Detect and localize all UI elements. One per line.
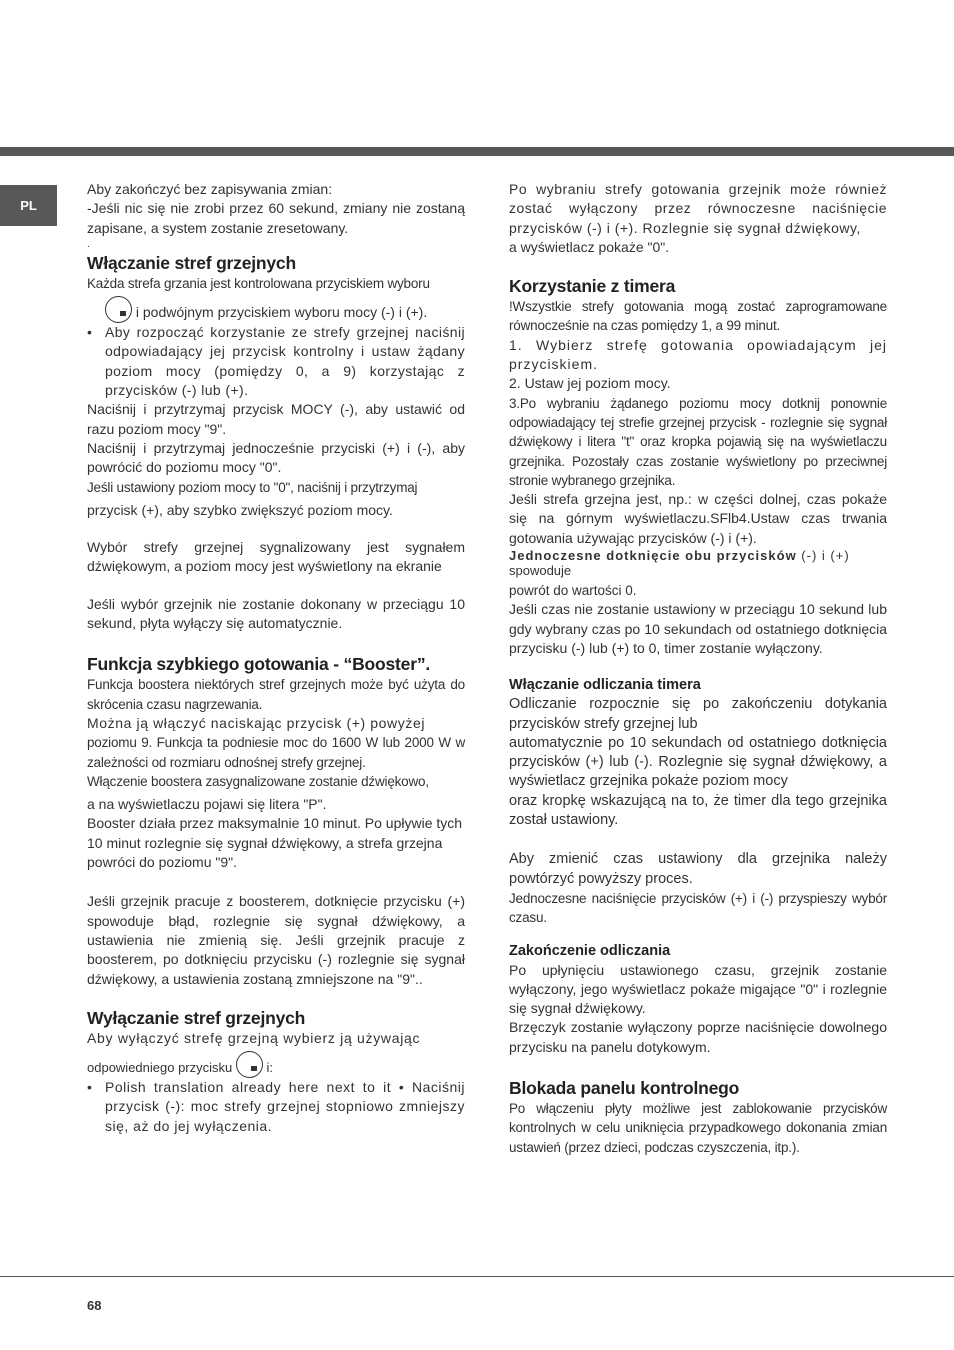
paragraph: 3.Po wybraniu żądanego poziomu mocy dotknij ponownie odpowiadający tej strefie grzejnej przycisk - rozlegnie się sygnał dźwiękowy i litera "t" oraz kropka pojawią się na wyświetlaczu grzejnika. Pozostały czas zostanie wyświetlony po przeciwnej stronie wybranego grzejnika. [509, 395, 887, 488]
list-item: • Aby rozpocząć korzystanie ze strefy grzejnej naciśnij odpowiadający jej przycisk kontrolny i ustaw żądany poziom mocy (pomiędzy 0, a 9) korzystając z przycisków (-) lub (+). [87, 323, 465, 400]
footer-rule [0, 1276, 954, 1277]
paragraph: 2. Ustaw jej poziom mocy. [509, 375, 671, 392]
paragraph: a wyświetlacz pokaże "0". [509, 238, 670, 255]
paragraph: Jeśli grzejnik pracuje z boosterem, dotknięcie przycisku (+) spowoduje błąd, rozlegnie się sygnał dźwiękowy, a ustawienia nie zmienią się. Jeśli grzejnik pracuje z boosterem, po dotknięciu przycisku (-) rozlegnie się sygnał dźwiękowy, a ustawienia zostaną zmniejszone na "9".. [87, 893, 465, 987]
header-bar [0, 147, 954, 156]
paragraph: spowoduje [509, 563, 572, 579]
paragraph: Jeśli ustawiony poziom mocy to "0", naciśnij i przytrzymaj [87, 479, 418, 495]
selector-button-icon [105, 296, 132, 323]
left-column [87, 180, 465, 1136]
paragraph: automatycznie po 10 sekundach od ostatniego dotknięcia przycisków (+) lub (-). Rozlegnie się sygnał dźwiękowy, a wyświetlacz grzejnika pokaże poziom mocy [509, 734, 887, 790]
paragraph: Po włączeniu płyty możliwe jest zablokowanie przycisków kontrolnych w celu uniknięcia przypadkowego dokonania zmian ustawień (przez dzieci, podczas czyszczenia, itp.). [509, 1100, 887, 1155]
intro-text: -Jeśli nic się nie zrobi przez 60 sekund, zmiany nie zostaną zapisane, a system zostanie zresetowany. [87, 200, 465, 236]
selector-button-icon [236, 1051, 263, 1078]
language-tab: PL [0, 185, 57, 226]
section-heading: Włączanie odliczania timera [509, 677, 701, 694]
paragraph: Każda strefa grzania jest kontrolowana przyciskiem wyboru [87, 275, 430, 291]
paragraph: poziomu 9. Funkcja ta podniesie moc do 1600 W lub 2000 W w zależności od rozmiaru odnośnej strefy grzejnej. [87, 735, 465, 770]
paragraph: Po upłynięciu ustawionego czasu, grzejnik zostanie wyłączony, jego wyświetlacz pokaże migające "0" i rozlegnie się sygnał dźwiękowy. [509, 961, 887, 1017]
section-heading: Funkcja szybkiego gotowania - “Booster”. [87, 654, 431, 675]
paragraph: przycisk (+), aby szybko zwiększyć poziom mocy. [87, 501, 393, 518]
paragraph: Jednoczesne naciśnięcie przycisków (+) i (-) przyspieszy wybór czasu. [509, 890, 887, 926]
paragraph: oraz kropkę wskazującą na to, że timer dla tego grzejnika został ustawiony. [509, 792, 887, 829]
bullet-icon: • [87, 324, 92, 341]
paragraph: Naciśnij i przytrzymaj jednocześnie przyciski (+) i (-), aby powrócić do poziomu mocy "0". [87, 439, 465, 476]
paragraph: Jeśli strefa grzejna jest, np.: w części dolnej, czas pokaże się na górnym wyświetlaczu.SFlb4.Ustaw czas trwania gotowania używając przycisków (-) i (+). [509, 491, 887, 546]
paragraph: 1. Wybierz strefę gotowania opowiadającym jej przyciskiem. [509, 336, 887, 373]
paragraph: powróci do poziomu "9". [87, 854, 238, 871]
paragraph: Jeśli czas nie zostanie ustawiony w przeciągu 10 sekund lub gdy wybrany czas po 10 sekundach od ostatniego dotknięcia przycisku (-) lub (+) to 0, timer zostanie wyłączony. [509, 601, 887, 656]
paragraph: i podwójnym przyciskiem wyboru mocy (-) i (+). [87, 296, 465, 323]
section-heading: Blokada panelu kontrolnego [509, 1077, 740, 1098]
page-number: 68 [87, 1298, 102, 1313]
paragraph: Wybór strefy grzejnej sygnalizowany jest sygnałem dźwiękowym, a poziom mocy jest wyświetlony na ekranie [87, 539, 465, 575]
paragraph: Odliczanie rozpocznie się po zakończeniu dotykania przycisków strefy grzejnej lub [509, 696, 887, 732]
paragraph: Aby wyłączyć strefę grzejną wybierz ją używając [87, 1029, 421, 1046]
paragraph: !Wszystkie strefy gotowania mogą zostać zaprogramowane równocześnie na czas pomiędzy 1, a 99 minut. [509, 299, 887, 334]
section-heading: Zakończenie odliczania [509, 942, 671, 959]
intro-dot: . [87, 238, 90, 250]
paragraph: odpowiedniego przycisku i: [87, 1051, 465, 1078]
section-heading: Korzystanie z timera [509, 276, 676, 297]
paragraph: Można ją włączyć naciskając przycisk (+) powyżej [87, 714, 426, 731]
right-column [509, 180, 887, 1157]
paragraph: Aby zmienić czas ustawiony dla grzejnika należy powtórzyć powyższy proces. [509, 851, 887, 887]
list-item: • Polish translation already here next to it • Naciśnij przycisk (-): moc strefy grzejnej stopniowo zmniejszy się, aż do jej wyłączenia. [87, 1078, 465, 1136]
section-heading: Włączanie stref grzejnych [87, 252, 296, 273]
paragraph: Włączenie boostera zasygnalizowane zostanie dźwiękowo, [87, 773, 429, 789]
paragraph: Jednoczesne dotknięcie obu przycisków (-) i (+) [509, 548, 850, 564]
paragraph: Booster działa przez maksymalnie 10 minut. Po upływie tych 10 minut rozlegnie się sygnał dźwiękowy, a strefa grzejna [87, 815, 463, 851]
intro-text: Aby zakończyć bez zapisywania zmian: [87, 181, 333, 197]
paragraph: Jeśli wybór grzejnik nie zostanie dokonany w przeciągu 10 sekund, płyta wyłączy się automatycznie. [87, 595, 465, 632]
bullet-icon: • [87, 1079, 92, 1096]
paragraph: Naciśnij i przytrzymaj przycisk MOCY (-), aby ustawić od razu poziom mocy "9". [87, 401, 465, 437]
paragraph: Funkcja boostera niektórych stref grzejnych może być użyta do skrócenia czasu nagrzewania. [87, 677, 465, 712]
paragraph: a na wyświetlaczu pojawi się litera "P". [87, 796, 327, 813]
section-heading: Wyłączanie stref grzejnych [87, 1007, 306, 1028]
paragraph: powrót do wartości 0. [509, 583, 637, 599]
paragraph: Po wybraniu strefy gotowania grzejnik może również zostać wyłączony przez równoczesne naciśnięcie przycisków (-) i (+). Rozlegnie się sygnał dźwiękowy, [509, 181, 887, 236]
paragraph: Brzęczyk zostanie wyłączony poprze naciśnięcie dowolnego przycisku na panelu dotykowym. [509, 1019, 887, 1055]
